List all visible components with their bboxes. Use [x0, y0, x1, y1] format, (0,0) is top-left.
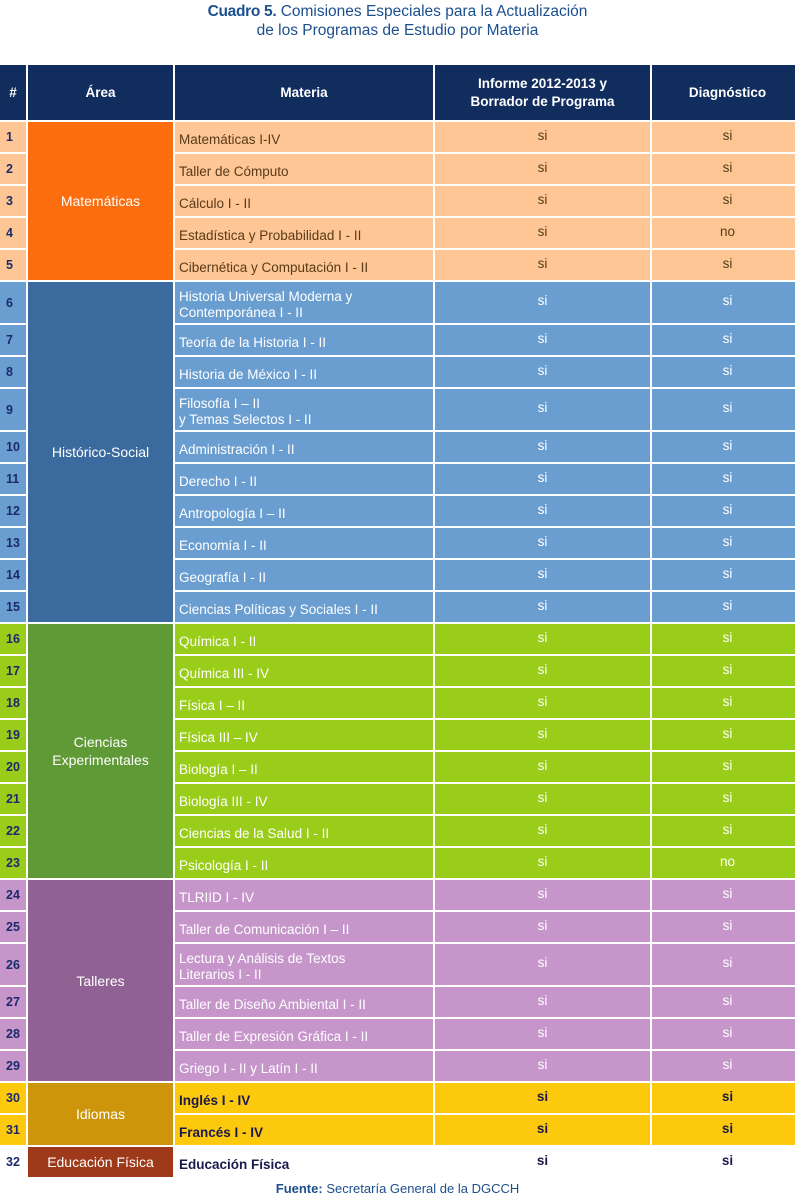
materia-name-line-2: Contemporánea I - II	[179, 305, 303, 320]
informe-value: si	[435, 496, 650, 526]
row-number: 18	[0, 688, 26, 718]
materia-name: Ciencias de la Salud I - II	[179, 825, 330, 841]
diagnostico-value: si	[652, 154, 795, 184]
informe-value: si	[435, 218, 650, 248]
informe-value: si	[435, 880, 650, 910]
informe-value: si	[435, 154, 650, 184]
diagnostico-value: si	[652, 464, 795, 494]
row-number: 23	[0, 848, 26, 878]
title-label: Cuadro 5.	[207, 3, 277, 20]
informe-value: si	[435, 250, 650, 280]
row-number: 12	[0, 496, 26, 526]
informe-value: si	[435, 912, 650, 942]
materia-name: Administración I - II	[179, 441, 295, 457]
diagnostico-value: si	[652, 987, 795, 1017]
materia-cell	[175, 464, 433, 494]
materia-name: Antropología I – II	[179, 505, 286, 521]
table-row	[0, 1083, 795, 1113]
diagnostico-value: si	[652, 688, 795, 718]
source-label: Fuente:	[275, 1181, 323, 1196]
materia-cell	[175, 688, 433, 718]
title-line-1	[0, 2, 795, 21]
diagnostico-value: si	[652, 912, 795, 942]
materia-cell	[175, 218, 433, 248]
materia-name: Química III - IV	[179, 665, 270, 681]
title-text-1: Comisiones Especiales para la Actualización	[280, 3, 588, 20]
row-number: 3	[0, 186, 26, 216]
source-note	[0, 1181, 795, 1196]
diagnostico-value: si	[652, 592, 795, 622]
materia-cell	[175, 186, 433, 216]
row-number: 8	[0, 357, 26, 387]
informe-value: si	[435, 987, 650, 1017]
row-number: 19	[0, 720, 26, 750]
area-label: Talleres	[76, 972, 125, 989]
row-number: 27	[0, 987, 26, 1017]
materia-name: Estadística y Probabilidad I - II	[179, 227, 362, 243]
materia-cell	[175, 1147, 433, 1177]
informe-value: si	[435, 528, 650, 558]
row-number: 4	[0, 218, 26, 248]
materia-cell	[175, 816, 433, 846]
table-row	[0, 624, 795, 654]
table-title	[0, 2, 795, 40]
materia-name: Teoría de la Historia I - II	[179, 334, 327, 350]
materia-cell	[175, 1083, 433, 1113]
row-number: 26	[0, 944, 26, 985]
materia-cell	[175, 784, 433, 814]
area-cell	[28, 1083, 173, 1145]
materia-name: TLRIID I - IV	[179, 889, 255, 905]
materia-name: Educación Física	[179, 1156, 290, 1172]
diagnostico-value: si	[652, 720, 795, 750]
row-number: 20	[0, 752, 26, 782]
row-number: 17	[0, 656, 26, 686]
row-number: 11	[0, 464, 26, 494]
diagnostico-value: si	[652, 1083, 795, 1113]
diagnostico-value: si	[652, 389, 795, 430]
diagnostico-value: si	[652, 784, 795, 814]
informe-value: si	[435, 1019, 650, 1049]
materia-cell	[175, 656, 433, 686]
materia-cell	[175, 752, 433, 782]
row-number: 21	[0, 784, 26, 814]
area-cell	[28, 1147, 173, 1177]
materia-name: Cibernética y Computación I - II	[179, 259, 369, 275]
materia-name: Historia Universal Moderna y	[179, 289, 353, 304]
materia-cell	[175, 325, 433, 355]
materia-name: Francés I - IV	[179, 1124, 264, 1140]
informe-value: si	[435, 752, 650, 782]
diagnostico-value: si	[652, 432, 795, 462]
diagnostico-value: no	[652, 218, 795, 248]
materia-name: Cálculo I - II	[179, 195, 252, 211]
materia-cell	[175, 154, 433, 184]
materia-cell	[175, 250, 433, 280]
area-cell	[28, 122, 173, 280]
diagnostico-value: si	[652, 357, 795, 387]
materia-name: Matemáticas I-IV	[179, 131, 281, 147]
header-num: #	[0, 65, 26, 120]
materia-name: Psicología I - II	[179, 857, 269, 873]
row-number: 5	[0, 250, 26, 280]
materia-cell	[175, 560, 433, 590]
diagnostico-value: si	[652, 1019, 795, 1049]
informe-value: si	[435, 1115, 650, 1145]
row-number: 13	[0, 528, 26, 558]
area-label: Educación Física	[47, 1154, 154, 1170]
materia-cell	[175, 624, 433, 654]
row-number: 32	[0, 1147, 26, 1177]
materia-cell	[175, 1115, 433, 1145]
materia-name: Taller de Cómputo	[179, 163, 289, 179]
materia-name-line-2: y Temas Selectos I - II	[179, 412, 312, 427]
area-label: Histórico-Social	[51, 444, 150, 460]
diagnostico-value: si	[652, 656, 795, 686]
materia-name: Economía I - II	[179, 537, 267, 553]
row-number: 10	[0, 432, 26, 462]
materia-name: Griego I - II y Latín I - II	[179, 1060, 318, 1076]
materia-name: Filosofía I – II	[179, 396, 261, 411]
informe-value: si	[435, 1051, 650, 1081]
materia-cell	[175, 987, 433, 1017]
materia-cell	[175, 496, 433, 526]
materia-name-line-2: Literarios I - II	[179, 967, 262, 982]
materia-cell	[175, 357, 433, 387]
materia-cell	[175, 432, 433, 462]
informe-value: si	[435, 122, 650, 152]
materia-name: Biología III - IV	[179, 793, 268, 809]
row-number: 15	[0, 592, 26, 622]
row-number: 14	[0, 560, 26, 590]
diagnostico-value: si	[652, 122, 795, 152]
materia-name: Derecho I - II	[179, 473, 258, 489]
area-label: Idiomas	[75, 1106, 126, 1122]
diagnostico-value: si	[652, 496, 795, 526]
informe-value: si	[435, 282, 650, 323]
diagnostico-value: si	[652, 816, 795, 846]
informe-value: si	[435, 784, 650, 814]
informe-value: si	[435, 624, 650, 654]
header-informe-line-1: Informe 2012-2013 y	[477, 75, 608, 91]
informe-value: si	[435, 1083, 650, 1113]
materia-name: Taller de Comunicación I – II	[179, 921, 350, 937]
materia-name: Taller de Diseño Ambiental I - II	[179, 996, 366, 1012]
row-number: 9	[0, 389, 26, 430]
diagnostico-value: si	[652, 560, 795, 590]
header-informe-line-2: Borrador de Programa	[470, 93, 615, 109]
informe-value: si	[435, 560, 650, 590]
area-cell	[28, 282, 173, 622]
row-number: 2	[0, 154, 26, 184]
materia-cell	[175, 848, 433, 878]
materia-name: Geografía I - II	[179, 569, 267, 585]
materia-name: Lectura y Análisis de Textos	[179, 951, 346, 966]
area-label: Matemáticas	[60, 193, 141, 209]
materia-name: Historia de México I - II	[179, 366, 318, 382]
informe-value: si	[435, 1147, 650, 1177]
materia-cell	[175, 720, 433, 750]
row-number: 24	[0, 880, 26, 910]
row-number: 7	[0, 325, 26, 355]
materia-cell	[175, 592, 433, 622]
row-number: 16	[0, 624, 26, 654]
informe-value: si	[435, 432, 650, 462]
materia-name: Biología I – II	[179, 761, 258, 777]
diagnostico-value: si	[652, 325, 795, 355]
materia-cell	[175, 1051, 433, 1081]
diagnostico-value: si	[652, 752, 795, 782]
source-text: Secretaría General de la DGCCH	[326, 1181, 520, 1196]
materia-name: Física III – IV	[179, 729, 258, 745]
table-row	[0, 122, 795, 152]
table-row	[0, 282, 795, 323]
diagnostico-value: si	[652, 282, 795, 323]
area-cell	[28, 624, 173, 878]
header-row	[0, 65, 795, 120]
diagnostico-value: si	[652, 250, 795, 280]
diagnostico-value: si	[652, 1115, 795, 1145]
informe-value: si	[435, 816, 650, 846]
informe-value: si	[435, 464, 650, 494]
materia-cell	[175, 122, 433, 152]
diagnostico-value: si	[652, 1051, 795, 1081]
area-cell	[28, 880, 173, 1081]
materia-cell	[175, 880, 433, 910]
diagnostico-value: si	[652, 624, 795, 654]
informe-value: si	[435, 357, 650, 387]
table-row	[0, 880, 795, 910]
row-number: 6	[0, 282, 26, 323]
informe-value: si	[435, 720, 650, 750]
row-number: 28	[0, 1019, 26, 1049]
diagnostico-value: si	[652, 944, 795, 985]
materia-name: Inglés I - IV	[179, 1092, 251, 1108]
materia-cell	[175, 528, 433, 558]
area-label: Ciencias	[73, 734, 128, 750]
informe-value: si	[435, 592, 650, 622]
materia-cell	[175, 282, 433, 323]
header-materia: Materia	[175, 65, 433, 120]
informe-value: si	[435, 688, 650, 718]
diagnostico-value: si	[652, 528, 795, 558]
diagnostico-value: no	[652, 848, 795, 878]
header-area: Área	[28, 65, 173, 120]
informe-value: si	[435, 186, 650, 216]
informe-value: si	[435, 389, 650, 430]
row-number: 22	[0, 816, 26, 846]
informe-value: si	[435, 325, 650, 355]
commissions-table	[0, 63, 795, 1179]
materia-cell	[175, 944, 433, 985]
row-number: 29	[0, 1051, 26, 1081]
informe-value: si	[435, 656, 650, 686]
diagnostico-value: si	[652, 880, 795, 910]
row-number: 30	[0, 1083, 26, 1113]
title-line-2: de los Programas de Estudio por Materia	[256, 22, 539, 39]
informe-value: si	[435, 848, 650, 878]
materia-cell	[175, 912, 433, 942]
materia-name: Ciencias Políticas y Sociales I - II	[179, 601, 378, 617]
header-informe	[435, 65, 650, 120]
header-diagnostico: Diagnóstico	[652, 65, 795, 120]
row-number: 25	[0, 912, 26, 942]
materia-cell	[175, 389, 433, 430]
materia-cell	[175, 1019, 433, 1049]
row-number: 1	[0, 122, 26, 152]
diagnostico-value: si	[652, 1147, 795, 1177]
informe-value: si	[435, 944, 650, 985]
row-number: 31	[0, 1115, 26, 1145]
table-row	[0, 1147, 795, 1177]
area-label-line-2: Experimentales	[52, 752, 149, 768]
table-body	[0, 122, 795, 1177]
materia-name: Física I – II	[179, 697, 246, 713]
materia-name: Taller de Expresión Gráfica I - II	[179, 1028, 369, 1044]
diagnostico-value: si	[652, 186, 795, 216]
materia-name: Química I - II	[179, 633, 257, 649]
